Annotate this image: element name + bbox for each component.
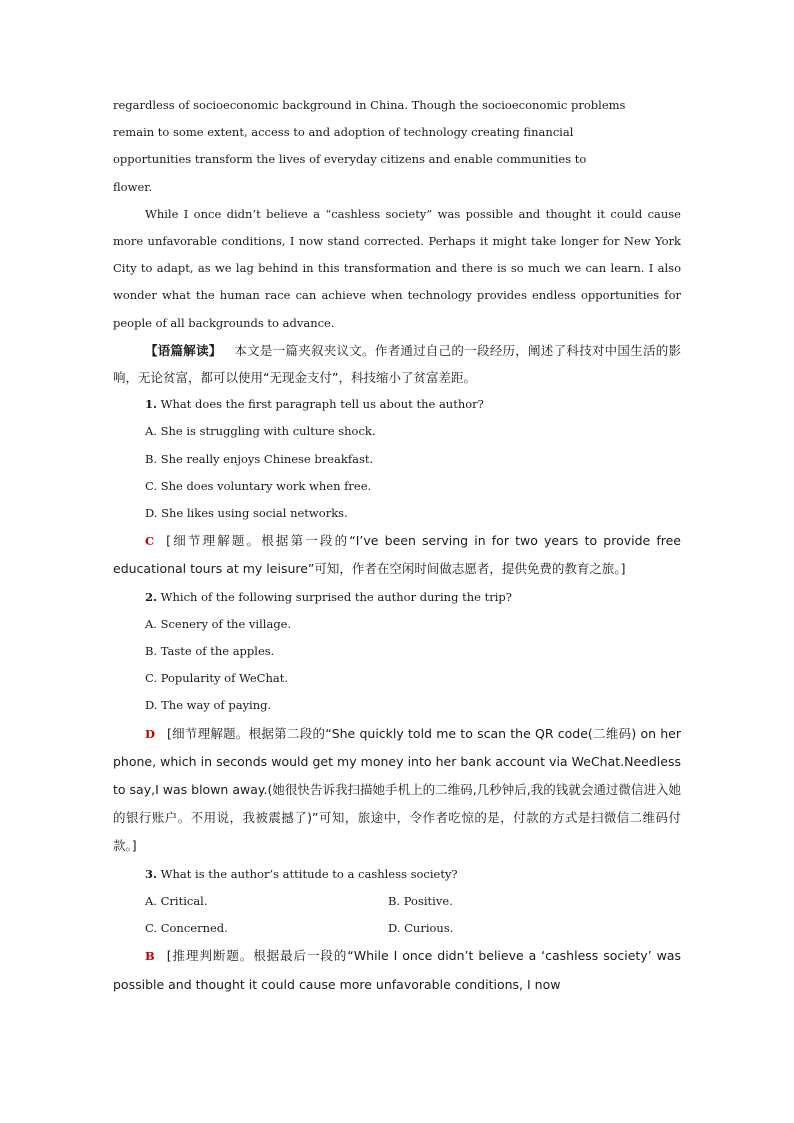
question-1-answer: C [145,534,155,549]
passage-para2: While I once didn’t believe a “cashless society” was possible and thought it could cause more unfavorable conditions, I now stand corrected. Perhaps it might take longer for New York City to adapt, as we lag behind in this transformation and there is so much we can learn. I also wonder what the human race can achieve when technology provides endless opportunities for people of all backgrounds to advance. [113,206,681,330]
passage-para1-line4: flower. [113,179,153,194]
question-2-answer: D [145,726,155,741]
question-1 [113,391,681,418]
question-2-option-a: A. Scenery of the village. [145,616,292,631]
passage-para1-line3: opportunities transform the lives of everyday citizens and enable communities to [113,152,587,167]
question-2-answer-block [113,720,681,861]
question-1-number: 1. [145,397,158,412]
question-3-answer-block [113,942,681,998]
question-3-options-row-2 [113,915,681,942]
question-3 [113,861,681,888]
passage-para1-line1: regardless of socioeconomic background in China. Though the socioeconomic problems [113,98,626,112]
question-1-answer-block [113,527,681,583]
question-3-option-d: D. Curious. [388,921,454,936]
question-1-explanation: [细节理解题。根据第一段的“I’ve been serving in for two years to provide free educational tours at my leisure”可知，作者在空闲时间做志愿者，提供免费的教育之旅。] [113,533,681,577]
question-3-options-row-1 [113,888,681,915]
passage-para1-line2: remain to some extent, access to and adoption of technology creating financial [113,125,574,140]
question-1-option-c: C. She does voluntary work when free. [145,478,372,493]
question-3-stem: What is the author’s attitude to a cashless society? [160,866,458,881]
question-1-stem: What does the first paragraph tell us about the author? [160,397,484,412]
question-3-answer: B [145,949,155,964]
question-3-option-a: A. Critical. [145,893,208,908]
question-3-number: 3. [145,866,158,881]
question-2-explanation: [细节理解题。根据第二段的“She quickly told me to scan the QR code(二维码) on her phone, which in seconds would get my money into her bank account via WeChat.Needless to say,I was blown away.(她很快告诉我扫描她手机上的二维码,几秒钟后,我的钱就会通过微信进入她的银行账户。不用说，我被震撼了)”可知，旅途中，令作者吃惊的是，付款的方式是扫微信二维码付款。] [113,725,681,854]
question-1-option-d: D. She likes using social networks. [145,506,348,521]
question-3-option-c: C. Concerned. [145,921,228,936]
question-2-stem: Which of the following surprised the author during the trip? [160,589,512,604]
analysis-text: 本文是一篇夹叙夹议文。作者通过自己的一段经历，阐述了科技对中国生活的影响，无论贫富，都可以使用“无现金支付”，科技缩小了贫富差距。 [113,342,681,386]
analysis-block [113,337,681,391]
question-2-option-b: B. Taste of the apples. [145,644,275,659]
analysis-title: 【语篇解读】 [145,342,222,358]
question-2-option-d: D. The way of paying. [145,698,272,713]
question-1-option-a: A. She is struggling with culture shock. [145,424,376,439]
question-2-option-c: C. Popularity of WeChat. [145,671,289,686]
document-page [113,92,681,999]
question-2-number: 2. [145,589,158,604]
question-3-explanation: [推理判断题。根据最后一段的“While I once didn’t believe a ‘cashless society’ was possible and thought it could cause more unfavorable conditions, I now [113,948,681,992]
question-2 [113,584,681,611]
question-1-option-b: B. She really enjoys Chinese breakfast. [145,451,374,466]
question-3-option-b: B. Positive. [388,893,453,908]
